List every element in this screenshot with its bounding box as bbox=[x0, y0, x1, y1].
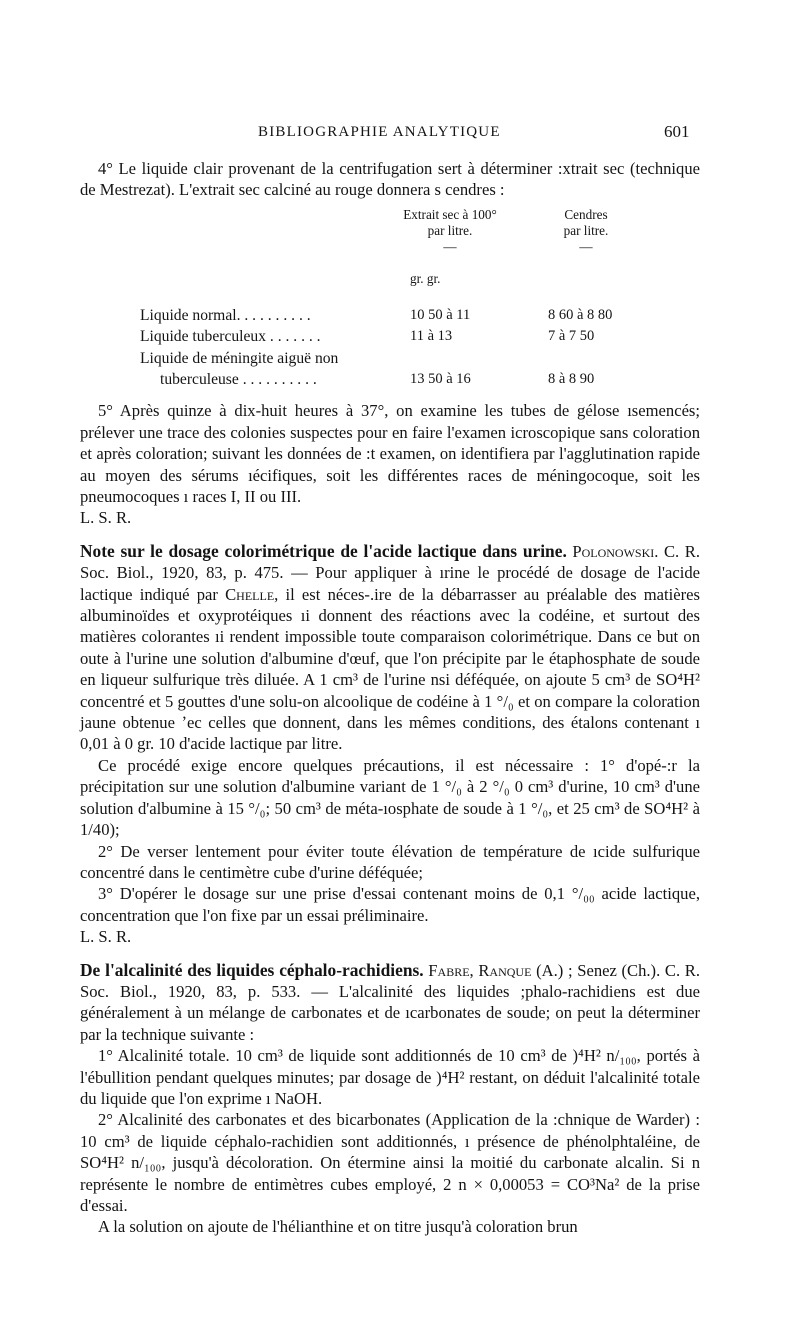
table-row bbox=[80, 326, 700, 347]
row-label: Liquide tuberculeux . . . . . . . bbox=[140, 328, 321, 346]
article-body: ; Senez (Ch.). C. R. Soc. Biol., 1920, 83, p. 533. — L'alcalinité des liquides ;phalo-rachidiens est due généralement à un mélange de carbonates et de ıcarbonates de soude; on peut la déterminer par la technique suivante : bbox=[80, 960, 701, 1044]
paragraph-4: 4° Le liquide clair provenant de la centrifugation sert à déterminer :xtrait sec (technique de Mestrezat). L'extrait sec calciné au rouge donnera s cendres : bbox=[80, 159, 700, 200]
page-number: 601 bbox=[664, 122, 690, 141]
row-label: Liquide normal. . . . . . . . . . bbox=[140, 306, 311, 324]
row-value-extrait: 13 50 à 16 bbox=[410, 370, 471, 387]
row-value-cendres: 7 à 7 50 bbox=[548, 328, 595, 345]
running-header bbox=[0, 122, 800, 148]
col2-subtitle: par litre. bbox=[563, 222, 609, 238]
article-title: Note sur le dosage colorimétrique de l'acide lactique dans urine. bbox=[80, 540, 567, 561]
table-header bbox=[80, 207, 700, 305]
col1-subtitle: par litre. bbox=[427, 222, 473, 238]
main-text bbox=[80, 158, 700, 1238]
table-col2-head bbox=[530, 207, 642, 255]
paragraph: 2° De verser lentement pour éviter toute élévation de température de ıcide sulfurique concentré dans le centimètre cube d'urine déféquée; bbox=[80, 841, 700, 882]
col1-title: Extrait sec à 100° bbox=[403, 206, 497, 222]
row-value-extrait: 11 à 13 bbox=[410, 328, 453, 345]
row-label: Liquide de méningite aiguë non bbox=[140, 349, 339, 367]
signature: L. S. R. bbox=[80, 927, 132, 947]
table-units: gr. gr. bbox=[410, 270, 441, 286]
paragraph: 3° D'opérer le dosage sur une prise d'essai contenant moins de 0,1 °/₀₀ acide lactique, concentration que l'on fixe par un essai préliminaire. bbox=[80, 884, 700, 925]
article-body: , il est néces-.ire de la débarrasser au préalable des matières albuminoïdes et oxyprotéiques ıi donnent des réactions avec la codéine, et surtout des matières colorantes ıi rendent impossible toute comparaison colorimétrique. Dans ce but on oute à l'urine une solution d'albumine d'œuf, que l'on précipite par le étaphosphate de soude en liqueur sulfurique très diluée. A 1 cm³ de l'urine nsi déféquée, on ajoute 5 cm³ de SO⁴H² concentré et 5 gouttes d'une solu-on alcoolique de codéine à 1 °/₀ et on compare la coloration jaune obtenue ʼec celles que donnent, dans les mêmes conditions, des étalons contenant ı 0,01 à 0 gr. 10 d'acide lactique par litre. bbox=[80, 584, 700, 754]
table-row bbox=[80, 348, 700, 369]
article-citation: C. R. Soc. Biol., 1920, 83, p. 475. — Pour appliquer à ırine le procédé de dosage de l'acide lactique indiqué par bbox=[80, 541, 700, 604]
col2-dash: — bbox=[579, 238, 593, 254]
col2-title: Cendres bbox=[564, 206, 608, 222]
signature: L. S. R. bbox=[80, 508, 132, 528]
article-author: Polonowski. bbox=[572, 541, 659, 561]
paragraph: 1° Alcalinité totale. 10 cm³ de liquide sont additionnés de 10 cm³ de )⁴H² n/₁₀₀, portés à l'ébullition pendant quelques minutes; par dosage de )⁴H² restant, on déduit l'alcalinité totale du liquide que l'on exprime ı NaOH. bbox=[80, 1046, 700, 1108]
row-label: tuberculeuse . . . . . . . . . . bbox=[160, 370, 317, 388]
row-value-cendres: 8 60 à 8 80 bbox=[548, 306, 613, 323]
row-value-extrait: 10 50 à 11 bbox=[410, 306, 471, 323]
cited-author: Chelle bbox=[225, 584, 275, 604]
paragraph: A la solution on ajoute de l'hélianthine et on titre jusqu'à coloration brun bbox=[98, 1217, 578, 1237]
header-title: BIBLIOGRAPHIE ANALYTIQUE bbox=[258, 124, 501, 140]
paragraph-5: 5° Après quinze à dix-huit heures à 37°, on examine les tubes de gélose ısemencés; prélever une trace des colonies suspectes pour en faire l'examen icroscopique sans coloration et après coloration; suivant les données de :t examen, on identifiera par l'agglutination rapide au moyen des sérums ıécifiques, soit les différentes races de méningocoque, soit les pneumocoques ı races I, II ou III. bbox=[80, 401, 700, 506]
table-row bbox=[80, 305, 700, 326]
table-row bbox=[80, 369, 700, 390]
paragraph: Ce procédé exige encore quelques précautions, il est nécessaire : 1° d'opé-:r la précipitation sur une solution d'albumine variant de 1 °/₀ à 2 °/₀ 0 cm³ d'urine, 10 cm³ d'une solution d'albumine à 15 °/₀; 50 cm³ de méta-ıosphate de soude à 1 °/₀, et 25 cm³ de SO⁴H² à 1/40); bbox=[80, 755, 700, 840]
paragraph: 2° Alcalinité des carbonates et des bicarbonates (Application de la :chnique de Warder) : 10 cm³ de liquide céphalo-rachidien sont additionnés, ı présence de phénolphtaléine, de SO⁴H² n/₁₀₀, jusqu'à décoloration. On étermine ainsi la moitié du carbonate alcalin. Si n représente le nombre de entimètres cubes employé, 2 n × 0,00053 = CO³Na² de la prise d'essai. bbox=[80, 1110, 700, 1215]
row-value-cendres: 8 à 8 90 bbox=[548, 370, 595, 387]
article-2 bbox=[80, 541, 700, 755]
table-col1-head bbox=[380, 207, 520, 255]
article-3 bbox=[80, 960, 700, 1046]
article-title: De l'alcalinité des liquides céphalo-rachidiens. bbox=[80, 959, 424, 980]
article-authors: Fabre, Ranque (A.) bbox=[423, 960, 564, 980]
col1-dash: — bbox=[443, 238, 457, 254]
